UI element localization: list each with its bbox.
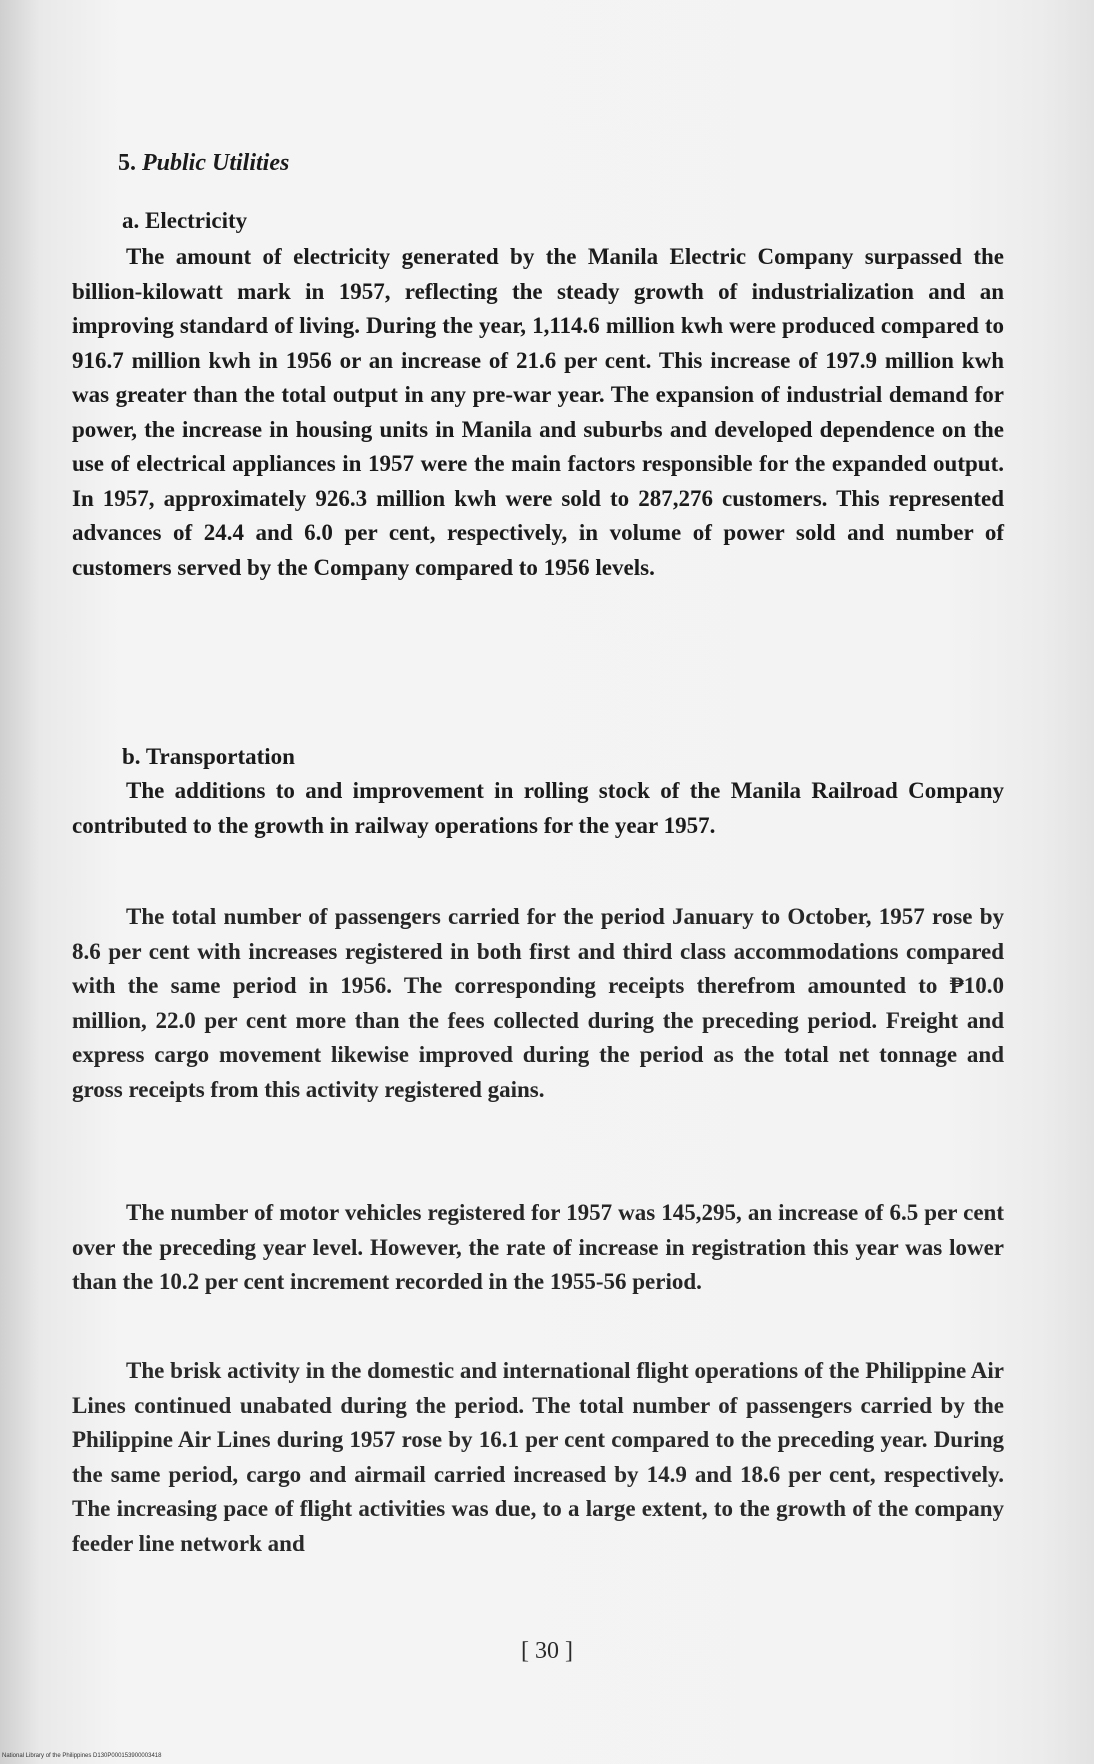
section-number: 5. — [118, 150, 136, 176]
electricity-paragraph: The amount of electricity generated by the Manila Electric Company surpassed the billion-kilowatt mark in 1957, reflecting the steady growth of industrialization and an improving standard of living. During the year, 1,114.6 million kwh were produced compared to 916.7 million kwh in 1956 or an increase of 21.6 per cent. This increase of 197.9 million kwh was greater than the total output in any pre-war year. The expansion of industrial demand for power, the increase in housing units in Manila and suburbs and developed dependence on the use of electrical appliances in 1957 were the main factors responsible for the expanded output. In 1957, approximately 926.3 million kwh were sold to 287,276 customers. This represented advances of 24.4 and 6.0 per cent, respectively, in volume of power sold and number of customers served by the Company compared to 1956 levels. — [72, 244, 1004, 580]
transportation-heading: b. Transportation — [122, 744, 295, 769]
section-title: Public Utilities — [142, 150, 290, 176]
transportation-paragraph-2: The total number of passengers carried for the period January to October, 1957 rose by 8.6 per cent with increases registered in both first and third class accommodations compared with the same period in 1956. The corresponding receipts therefrom amounted to ₱10.0 million, 22.0 per cent more than the fees collected during the preceding period. Freight and express cargo movement likewise improved during the period as the total net tonnage and gross receipts from this activity registered gains. — [72, 904, 1004, 1102]
section-heading — [118, 148, 289, 178]
transportation-paragraph-1: The additions to and improvement in rolling stock of the Manila Railroad Company contributed to the growth in railway operations for the year 1957. — [72, 778, 1004, 838]
electricity-heading: a. Electricity — [122, 208, 248, 233]
library-footer-note: National Library of the Philippines D130P000153900003418 — [2, 1753, 162, 1759]
transportation-paragraph-3: The number of motor vehicles registered for 1957 was 145,295, an increase of 6.5 per cent over the preceding year level. However, the rate of increase in registration this year was lower than the 10.2 per cent increment recorded in the 1955-56 period. — [72, 1200, 1004, 1294]
page-number: [ 30 ] — [521, 1638, 573, 1664]
transportation-paragraph-4: The brisk activity in the domestic and international flight operations of the Philippine Air Lines continued unabated during the period. The total number of passengers carried by the Philippine Air Lines during 1957 rose by 16.1 per cent compared to the preceding year. During the same period, cargo and airmail carried increased by 14.9 and 18.6 per cent, respectively. The increasing pace of flight activities was due, to a large extent, to the growth of the company feeder line network and — [72, 1358, 1004, 1556]
